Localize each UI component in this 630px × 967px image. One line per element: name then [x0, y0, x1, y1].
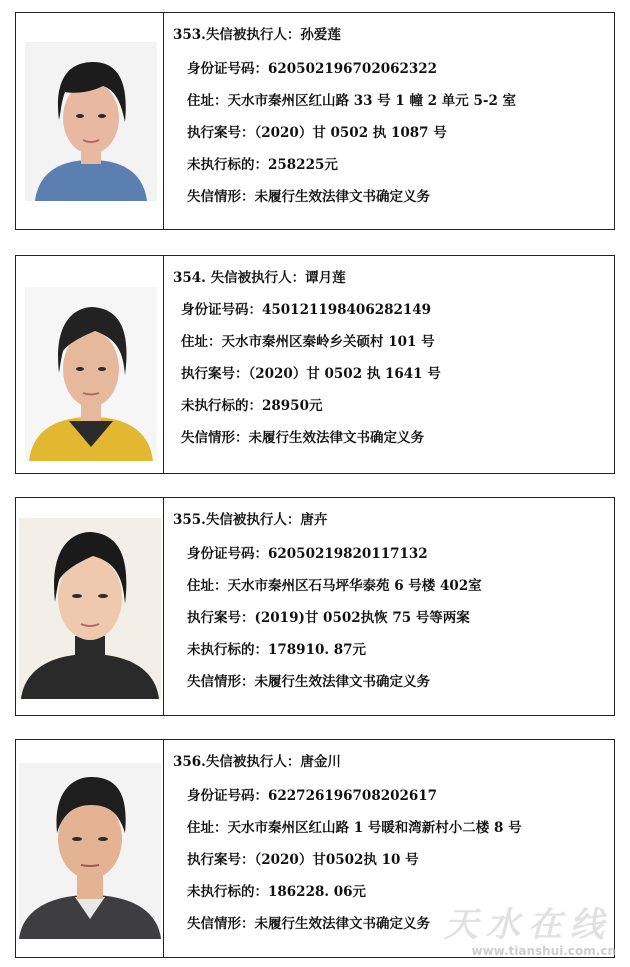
photo-cell [16, 498, 164, 715]
debtor-title: 353.失信被执行人：孙爱莲 [173, 27, 341, 43]
id-number: 身份证号码：620502196702062322 [187, 61, 438, 77]
site-watermark-url: www.tianshui.com.cn [471, 944, 616, 958]
photo-cell [16, 740, 164, 957]
unexecuted-amount: 未执行标的：28950元 [181, 398, 323, 414]
address: 住址：天水市秦州区红山路 1 号暖和湾新村小二楼 8 号 [187, 820, 522, 836]
case-number: 执行案号：（2020）甘0502执 10 号 [187, 852, 419, 868]
unexecuted-amount: 未执行标的：258225元 [187, 157, 338, 173]
debtor-title: 356.失信被执行人：唐金川 [173, 754, 341, 770]
portrait-icon [25, 287, 157, 461]
person-photo [25, 287, 157, 461]
debtor-title: 354. 失信被执行人：谭月莲 [173, 270, 346, 286]
photo-cell [16, 13, 164, 229]
photo-cell [16, 256, 164, 473]
unexecuted-amount: 未执行标的：178910. 87元 [187, 642, 367, 658]
portrait-icon [19, 518, 161, 699]
case-number: 执行案号：(2019)甘 0502执恢 75 号等两案 [187, 610, 470, 626]
debtor-title: 355.失信被执行人：唐卉 [173, 512, 328, 528]
portrait-icon [25, 42, 157, 201]
dishonesty-situation: 失信情形：未履行生效法律文书确定义务 [187, 916, 430, 932]
dishonesty-situation: 失信情形：未履行生效法律文书确定义务 [187, 189, 430, 205]
dishonesty-situation: 失信情形：未履行生效法律文书确定义务 [187, 674, 430, 690]
id-number: 身份证号码：622726196708202617 [187, 788, 438, 804]
id-number: 身份证号码：450121198406282149 [181, 302, 432, 318]
address: 住址：天水市秦州区石马坪华泰苑 6 号楼 402室 [187, 578, 482, 594]
record-354 [15, 255, 615, 474]
id-number: 身份证号码：620502198201171​32 [187, 546, 428, 562]
unexecuted-amount: 未执行标的：186228. 06元 [187, 884, 367, 900]
address: 住址：天水市秦州区秦岭乡关硕村 101 号 [181, 334, 435, 350]
record-355 [15, 497, 615, 716]
case-number: 执行案号：（2020）甘 0502 执 1087 号 [187, 125, 447, 141]
record-353 [15, 12, 615, 230]
person-photo [19, 763, 161, 939]
portrait-icon [19, 763, 161, 939]
site-watermark: 天水在线 [444, 905, 612, 945]
case-number: 执行案号：（2020）甘 0502 执 1641 号 [181, 366, 441, 382]
person-photo [19, 518, 161, 699]
person-photo [25, 42, 157, 201]
dishonesty-situation: 失信情形：未履行生效法律文书确定义务 [181, 430, 424, 446]
address: 住址：天水市秦州区红山路 33 号 1 幢 2 单元 5-2 室 [187, 93, 517, 109]
